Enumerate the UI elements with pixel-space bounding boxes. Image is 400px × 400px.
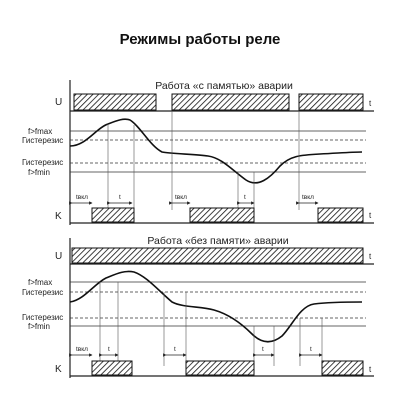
subtitle-with-memory: Работа «с памятью» аварии bbox=[155, 80, 293, 92]
t-dim-label: t bbox=[262, 346, 264, 353]
t-dim-label: t bbox=[174, 346, 176, 353]
hysteresis-upper-label: Гистерезис bbox=[22, 288, 64, 297]
k-label: K bbox=[55, 364, 62, 375]
u-bar bbox=[74, 94, 156, 110]
t-label: t bbox=[369, 211, 372, 220]
diagram-with-memory bbox=[22, 80, 374, 225]
fmin-label: f>fmin bbox=[28, 168, 51, 177]
k-bar bbox=[318, 208, 363, 222]
u-bar bbox=[72, 248, 363, 263]
k-bar bbox=[322, 361, 363, 375]
k-label: K bbox=[55, 211, 62, 222]
tvkl-label: tвкл bbox=[175, 194, 187, 201]
hysteresis-lower-label: Гистерезис bbox=[22, 313, 64, 322]
u-label: U bbox=[55, 97, 63, 108]
u-bar bbox=[172, 94, 289, 110]
t-label: t bbox=[369, 365, 372, 374]
u-label: U bbox=[55, 251, 63, 262]
u-bar bbox=[299, 94, 363, 110]
frequency-curve bbox=[70, 119, 362, 183]
t-label: t bbox=[369, 99, 372, 108]
k-bar bbox=[92, 361, 132, 375]
t-dim-label: t bbox=[244, 194, 246, 201]
page-title: Режимы работы реле bbox=[119, 31, 281, 48]
k-bar bbox=[92, 208, 134, 222]
t-dim-label: t bbox=[310, 346, 312, 353]
k-bar bbox=[190, 208, 254, 222]
tvkl-label: tвкл bbox=[302, 194, 314, 201]
fmax-label: f>fmax bbox=[28, 278, 53, 287]
hysteresis-lower-label: Гистерезис bbox=[22, 158, 64, 167]
tvkl-label: tвкл bbox=[76, 346, 88, 353]
diagram-without-memory bbox=[22, 235, 374, 378]
fmax-label: f>fmax bbox=[28, 127, 53, 136]
hysteresis-upper-label: Гистерезис bbox=[22, 136, 64, 145]
subtitle-without-memory: Работа «без памяти» аварии bbox=[147, 235, 289, 247]
t-dim-label: t bbox=[108, 346, 110, 353]
t-dim-label: t bbox=[119, 194, 121, 201]
fmin-label: f>fmin bbox=[28, 322, 51, 331]
k-bar bbox=[186, 361, 254, 375]
tvkl-label: tвкл bbox=[76, 194, 88, 201]
t-label: t bbox=[369, 252, 372, 261]
